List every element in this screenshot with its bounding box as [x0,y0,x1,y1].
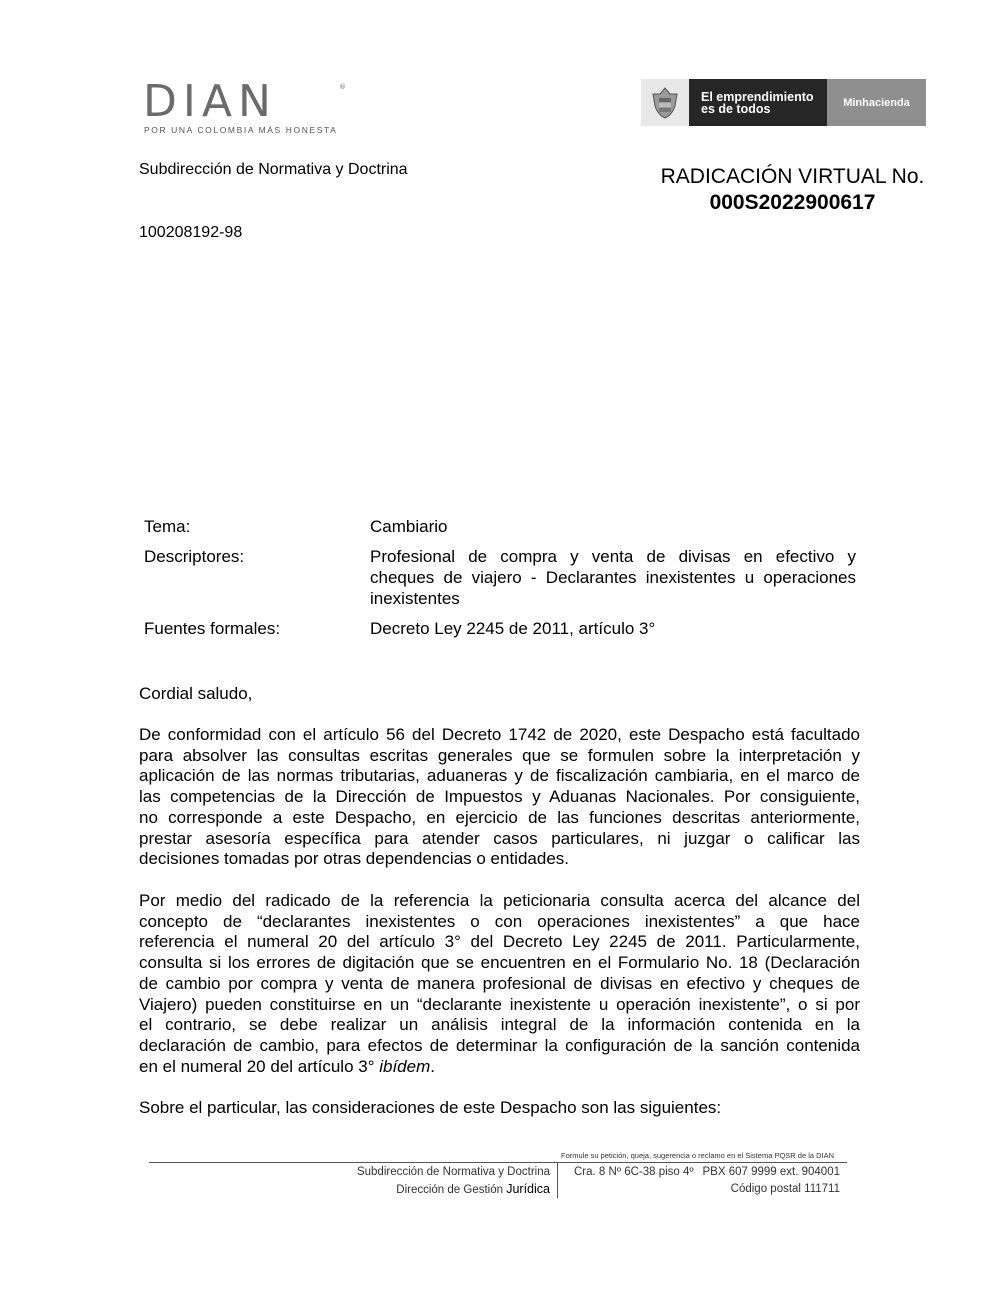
footer-office-line1: Subdirección de Normativa y Doctrina [356,1166,550,1178]
paragraph-line: consulta si los errores de digitación que se encuentren en el Formulario No. 18 (Declaración [139,953,860,973]
gov-slogan-line1: El emprendimiento [701,89,814,104]
footer-phone: PBX 607 9999 ext. 904001 [702,1166,840,1178]
footer-divider-line [149,1162,847,1163]
footer-pqsr-note: Formule su petición, queja, sugerencia o reclamo en el Sistema PQSR de la DIAN [561,1151,835,1160]
paragraph-line: prestar asesoría específica para atender casos particulares, ni juzgar o calificar las [139,828,860,848]
ministry-name: Minhacienda [827,79,926,126]
paragraph-line: De conformidad con el artículo 56 del Decreto 1742 de 2020, este Despacho está facultado [139,725,860,744]
footer-contact [560,1164,840,1198]
svg-text:®: ® [339,83,346,91]
paragraph-3: Sobre el particular, las consideraciones de este Despacho son las siguientes: [139,1098,722,1117]
dian-logo-text: DIAN [143,80,277,120]
paragraph-line: no corresponde a este Despacho, en ejercicio de las funciones descritas anteriormente, [139,807,860,827]
paragraph-2 [139,891,860,1077]
fuentes-value: Decreto Ley 2245 de 2011, artículo 3° [370,619,656,638]
ibidem-italic: ibídem [379,1056,431,1076]
footer-vertical-divider [557,1163,558,1198]
paragraph-text: . [430,1056,435,1076]
footer-juridica: Jurídica [506,1182,550,1196]
paragraph-text: en el numeral 20 del artículo 3° [139,1056,380,1076]
paragraph-line: referencia el numeral 20 del artículo 3° del Decreto Ley 2245 de 2011. Particularmente, [139,932,860,952]
tema-label: Tema: [144,517,191,536]
gov-banner [641,79,926,126]
dian-tagline: POR UNA COLOMBIA MÁS HONESTA [144,125,338,135]
radicacion-numero: 000S2022900617 [709,191,876,214]
footer-address: Cra. 8 Nº 6C-38 piso 4º [574,1166,694,1178]
descriptores-label: Descriptores: [144,547,245,566]
paragraph-line: Viajero) pueden constituirse en un “declarante inexistente u operación inexistente”, o si por [139,994,860,1014]
radicacion-label: RADICACIÓN VIRTUAL No. [660,165,925,188]
paragraph-line: las competencias de la Dirección de Impuestos y Aduanas Nacionales. Por consiguiente, [139,787,860,807]
paragraph-line: el contrario, se debe realizar un análisis integral de la información contenida en la [139,1015,860,1035]
descriptores-line: Profesional de compra y venta de divisas en efectivo y [370,547,856,566]
paragraph-line: declaración de cambio, para efectos de determinar la configuración de la sanción contenida [139,1035,860,1055]
fuentes-label: Fuentes formales: [144,619,281,638]
paragraph-line: concepto de “declarantes inexistentes o con operaciones inexistentes” a que hace [139,911,860,931]
gov-slogan [689,79,827,126]
paragraph-line: aplicación de las normas tributarias, aduaneras y de fiscalización cambiaria, en el marco de [139,766,860,786]
paragraph-line: Por medio del radicado de la referencia la peticionaria consulta acerca del alcance del [139,891,860,910]
paragraph-1 [139,725,860,870]
tema-value: Cambiario [370,517,448,536]
radicado-interno: 100208192-98 [139,224,243,241]
colombia-crest-icon [641,79,689,126]
footer-office-line2: Dirección de Gestión Jurídica [396,1182,550,1196]
paragraph-line: para absolver las consultas escritas generales que se formulen sobre la interpretación y [139,745,860,765]
gov-slogan-line2: es de todos [701,101,771,116]
descriptores-value [370,546,856,609]
footer-office [300,1164,550,1199]
greeting: Cordial saludo, [139,684,253,703]
subdireccion-label: Subdirección de Normativa y Doctrina [139,161,408,178]
paragraph-line: de cambio por compra y venta de manera profesional de divisas en efectivo y cheques de [139,973,860,993]
descriptores-line: cheques de viajero - Declarantes inexistentes u operaciones [370,568,856,587]
paragraph-last-line [139,1057,860,1078]
descriptores-line: inexistentes [370,589,460,608]
paragraph-line: decisiones tomadas por otras dependencias o entidades. [139,849,570,869]
footer-postal: Código postal 111711 [730,1183,840,1195]
